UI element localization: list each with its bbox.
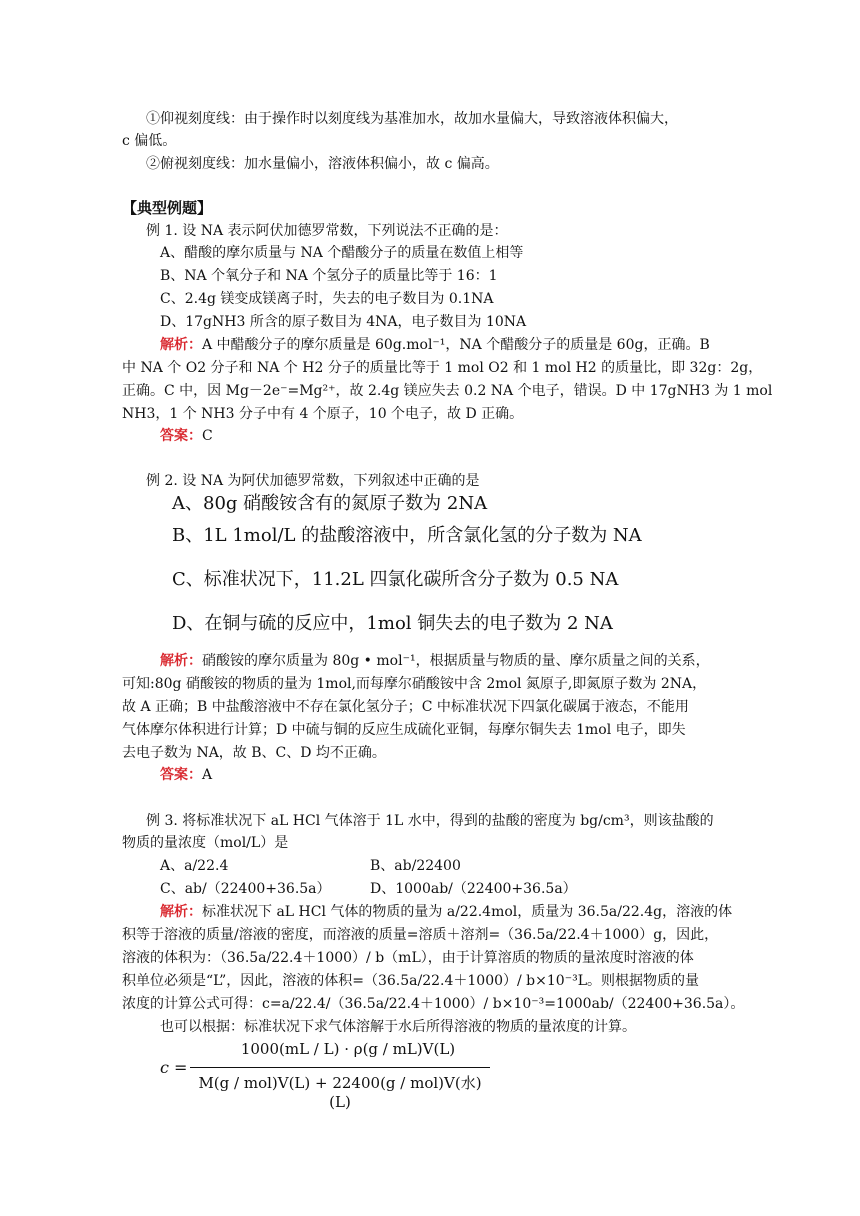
ex1-analysis-line-4: NH3，1 个 NH3 分子中有 4 个原子，10 个电子，故 D 正确。 <box>122 406 524 422</box>
ex2-answer-label: 答案： <box>160 767 202 783</box>
ex1-option-a: A、醋酸的摩尔质量与 NA 个醋酸分子的质量在数值上相等 <box>160 245 524 261</box>
ex3-option-a: A、a/22.4 <box>160 858 229 874</box>
ex1-answer-line <box>160 425 213 447</box>
ex2-analysis-line-4: 气体摩尔体积进行计算；D 中硫与铜的反应生成硫化亚铜，每摩尔铜失去 1mol 电子，即失 <box>122 722 686 738</box>
ex3-analysis-label: 解析： <box>160 904 202 920</box>
ex1-option-d: D、17gNH3 所含的原子数目为 4NA，电子数目为 10NA <box>160 314 527 330</box>
ex1-analysis-text-1: A 中醋酸分子的摩尔质量是 60g.mol⁻¹，NA 个醋酸分子的质量是 60g，正确。B <box>202 337 710 353</box>
ex1-answer: C <box>202 428 213 444</box>
ex3-analysis-line-2: 积等于溶液的质量/溶液的密度，而溶液的质量=溶质＋溶剂=（36.5a/22.4＋1000）g，因此， <box>122 927 719 943</box>
ex3-analysis-text-1: 标准状况下 aL HCl 气体的物质的量为 a/22.4mol，质量为 36.5a/22.4g，溶液的体 <box>202 904 733 920</box>
ex3-stem-line-1: 例 3. 将标准状况下 aL HCl 气体溶于 1L 水中，得到的盐酸的密度为 bg/cm³，则该盐酸的 <box>146 813 714 829</box>
ex1-analysis-line-2: 中 NA 个 O2 分子和 NA 个 H2 分子的质量比等于 1 mol O2 和 1 mol H2 的质量比，即 32g：2g， <box>122 360 763 376</box>
ex1-option-c: C、2.4g 镁变成镁离子时，失去的电子数目为 0.1NA <box>160 291 494 307</box>
ex1-analysis-line-1 <box>160 334 710 356</box>
ex1-answer-label: 答案： <box>160 428 202 444</box>
ex3-analysis-line-5: 浓度的计算公式可得：c=a/22.4/（36.5a/22.4＋1000）/ b×10⁻³=1000ab/（22400+36.5a）。 <box>122 996 745 1012</box>
formula-lhs: c = <box>160 1058 188 1077</box>
ex2-stem: 例 2. 设 NA 为阿伏加德罗常数，下列叙述中正确的是 <box>146 473 480 489</box>
ex3-analysis-line-6: 也可以根据：标准状况下求气体溶解于水后所得溶液的物质的量浓度的计算。 <box>160 1019 636 1035</box>
ex2-answer-line <box>160 764 212 786</box>
ex3-stem-line-2: 物质的量浓度（mol/L）是 <box>122 835 289 851</box>
ex1-stem: 例 1. 设 NA 表示阿伏加德罗常数，下列说法不正确的是： <box>146 223 508 239</box>
ex2-analysis-line-2: 可知:80g 硝酸铵的物质的量为 1mol,而每摩尔硝酸铵中含 2mol 氮原子,即氮原子数为 2NA， <box>122 676 707 692</box>
ex3-option-c: C、ab/（22400+36.5a） <box>160 881 331 897</box>
ex1-analysis-label: 解析： <box>160 337 202 353</box>
ex2-option-b: B、1L 1mol/L 的盐酸溶液中，所含氯化氢的分子数为 NA <box>172 525 642 546</box>
ex2-analysis-line-3: 故 A 正确；B 中盐酸溶液中不存在氯化氢分子；C 中标准状况下四氯化碳属于液态，不能用 <box>122 699 689 715</box>
ex3-analysis-line-3: 溶液的体积为：（36.5a/22.4＋1000）/ b（mL），由于计算溶质的物质的量浓度时溶液的体 <box>122 950 694 966</box>
ex3-analysis-line-4: 积单位必须是“L”，因此，溶液的体积=（36.5a/22.4＋1000）/ b×10⁻³L。则根据物质的量 <box>122 973 699 989</box>
ex1-analysis-line-3: 正确。C 中，因 Mg－2e⁻=Mg²⁺，故 2.4g 镁应失去 0.2 NA 个电子，错误。D 中 17gNH3 为 1 mol <box>122 383 773 399</box>
ex2-analysis-line-5: 去电子数为 NA，故 B、C、D 均不正确。 <box>122 745 386 761</box>
section-title: 【典型例题】 <box>122 199 213 217</box>
intro-line-1: ①仰视刻度线：由于操作时以刻度线为基准加水，故加水量偏大，导致溶液体积偏大， <box>146 111 678 127</box>
ex3-option-b: B、ab/22400 <box>370 858 461 874</box>
ex2-answer: A <box>202 767 213 783</box>
formula-denominator: M(g / mol)V(L) + 22400(g / mol)V(水)(L) <box>198 1074 482 1111</box>
formula-numerator: 1000(mL / L) · ρ(g / mL)V(L) <box>240 1040 456 1058</box>
ex2-option-c: C、标准状况下，11.2L 四氯化碳所含分子数为 0.5 NA <box>172 569 619 590</box>
ex2-analysis-text-1: 硝酸铵的摩尔质量为 80g • mol⁻¹，根据质量与物质的量、摩尔质量之间的关系， <box>202 653 710 669</box>
ex3-option-d: D、1000ab/（22400+36.5a） <box>370 881 577 897</box>
ex3-analysis-line-1 <box>160 901 732 923</box>
ex2-analysis-label: 解析： <box>160 653 202 669</box>
ex1-option-b: B、NA 个氧分子和 NA 个氢分子的质量比等于 16：1 <box>160 268 498 284</box>
ex2-option-d: D、在铜与硫的反应中，1mol 铜失去的电子数为 2 NA <box>172 613 613 634</box>
ex2-option-a: A、80g 硝酸铵含有的氮原子数为 2NA <box>172 493 488 514</box>
formula-fraction-bar <box>190 1067 490 1068</box>
intro-line-2: c 偏低。 <box>122 133 177 149</box>
intro-line-3: ②俯视刻度线：加水量偏小，溶液体积偏小，故 c 偏高。 <box>146 156 499 172</box>
ex2-analysis-line-1 <box>160 650 710 672</box>
